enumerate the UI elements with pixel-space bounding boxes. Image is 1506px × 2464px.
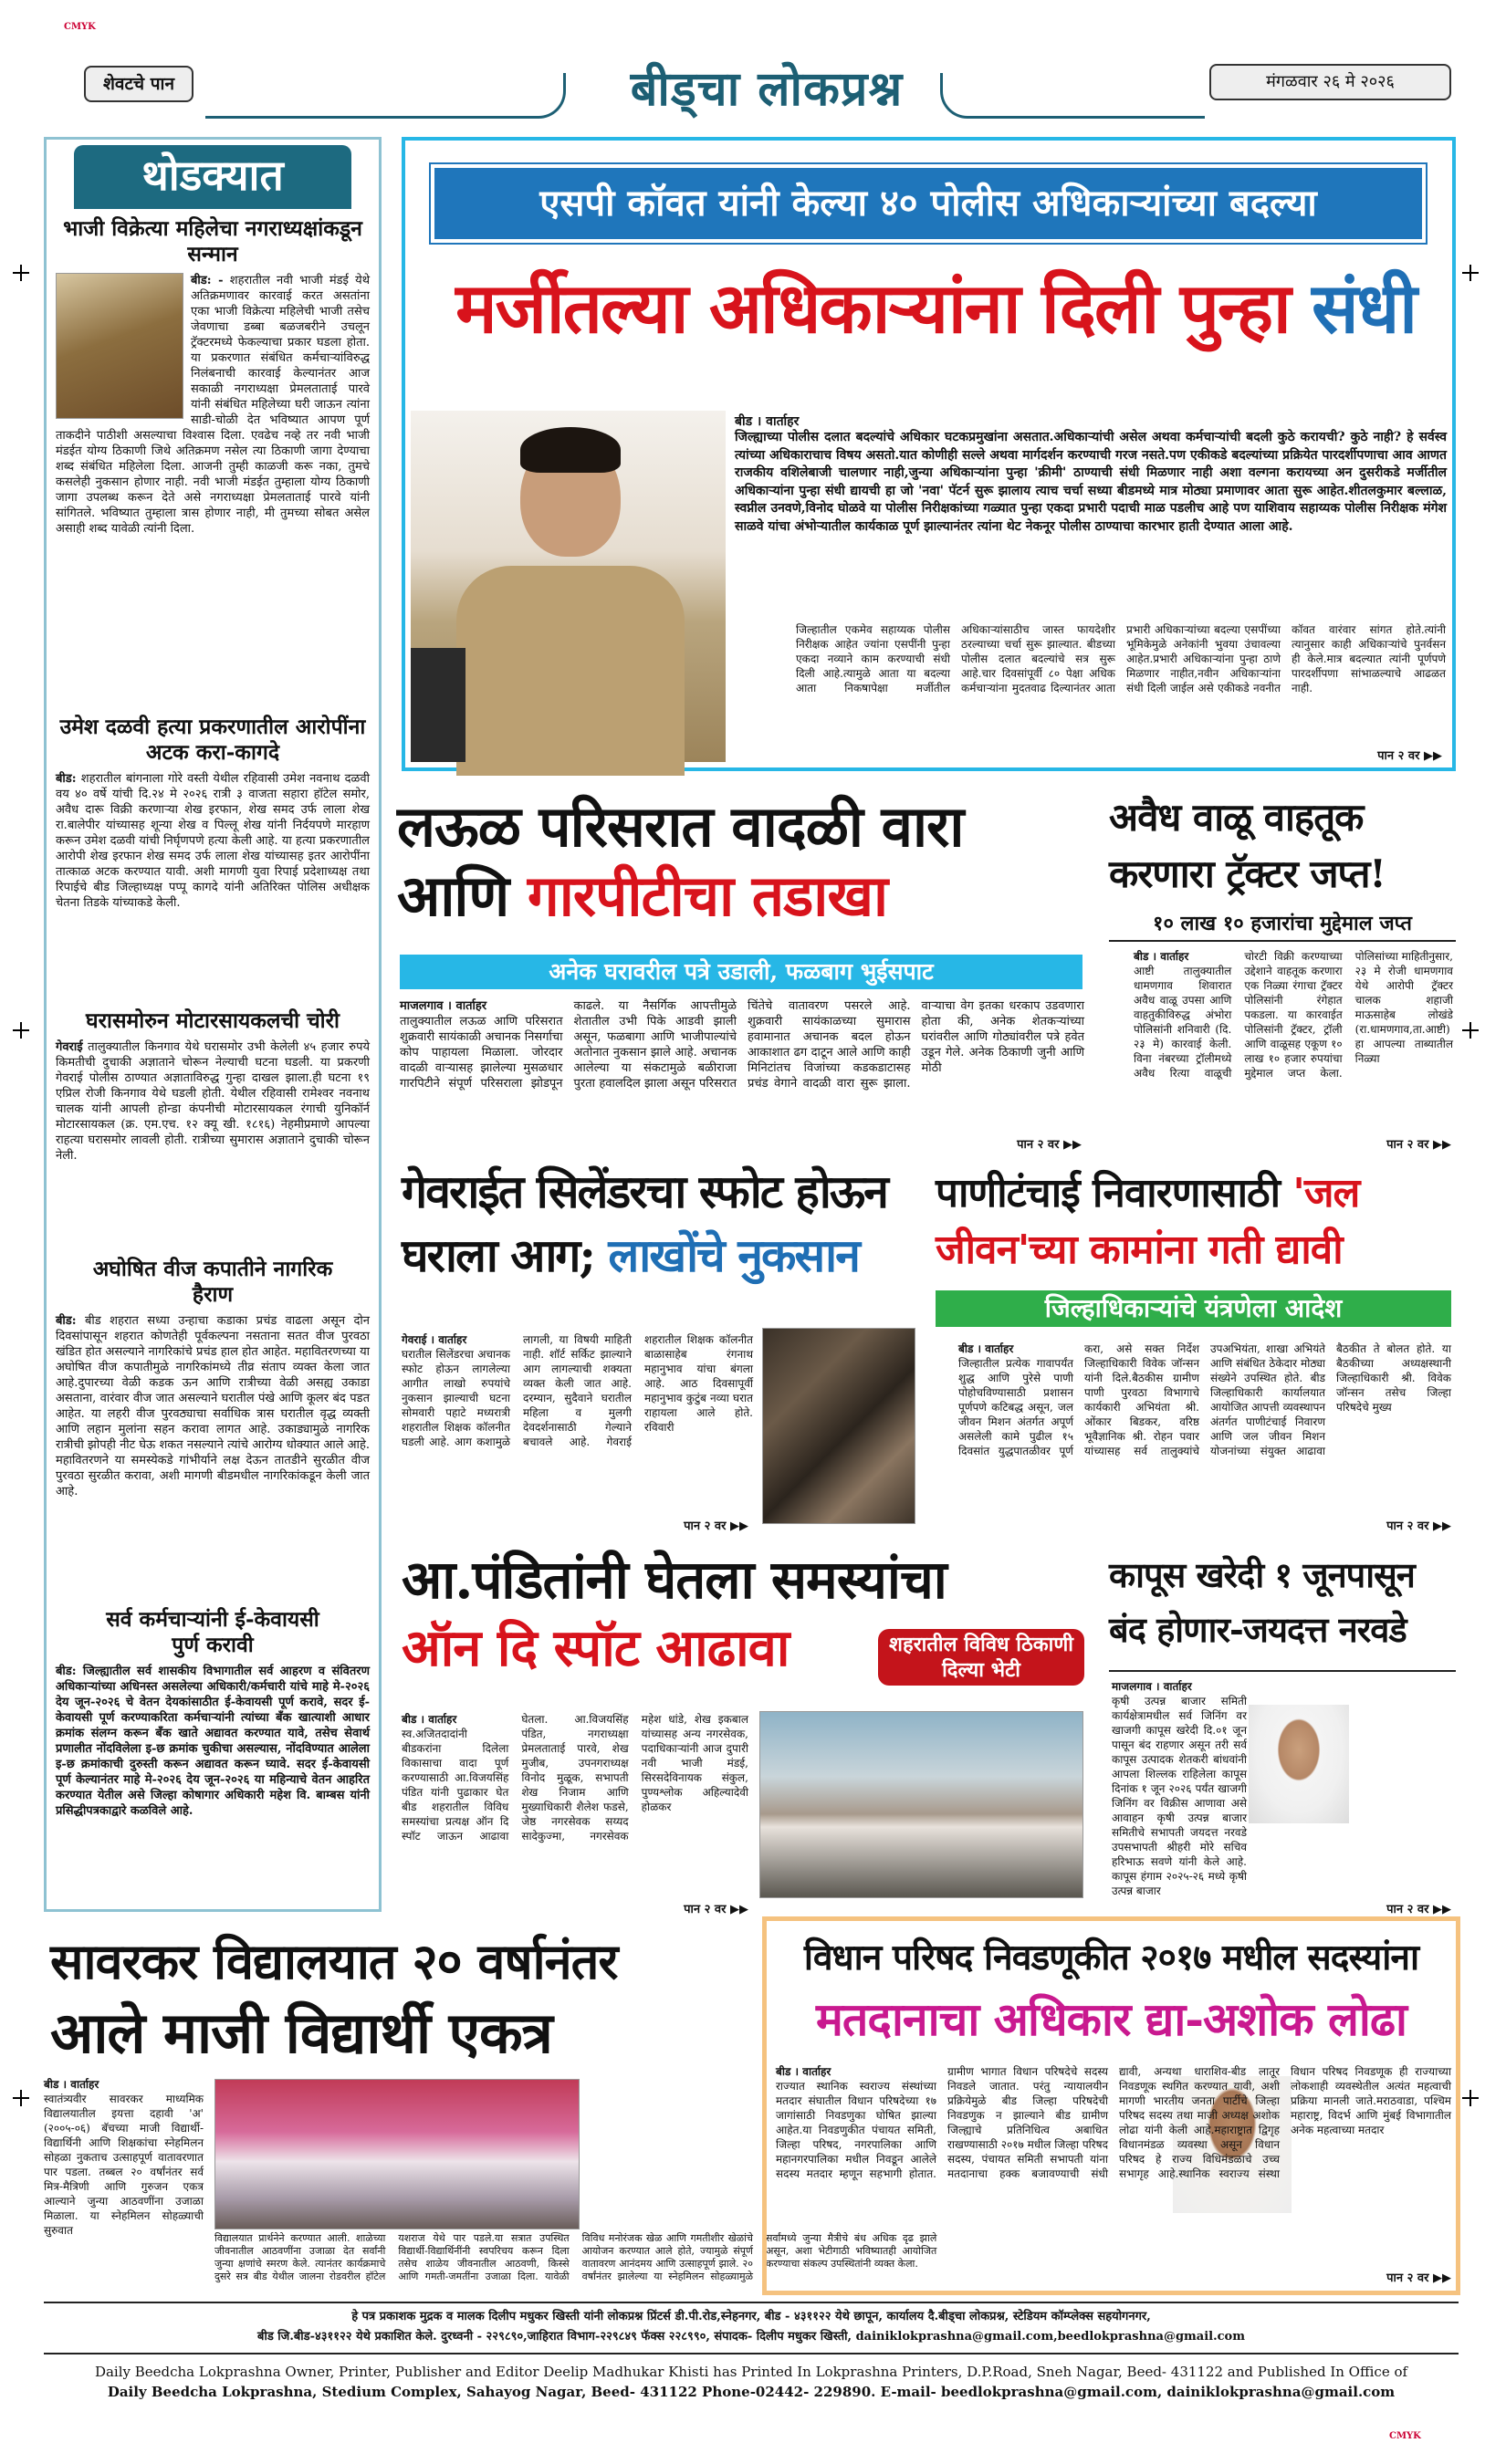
water-headline-a-plain: पाणीटंचाई निवारणासाठी — [936, 1170, 1281, 1216]
imprint-english-line-2: Daily Beedcha Lokprashna, Stedium Complex, Sahayog Nagar, Beed- 431122 Phone-02442- 229890. E-mail- beedlokprashna@gmail.com, dainiklokprashna@gmail.com — [107, 2384, 1396, 2400]
sidebar-byline: गेवराई — [56, 1040, 83, 1054]
pandit-headline-a: आ.पंडितांनी घेतला समस्यांचा — [402, 1549, 946, 1611]
sidebar-story-text: तालुक्यातील किनगाव येथे घरासमोर उभी केलेली ४५ हजार रुपये किमतीची दुचाकी अज्ञाताने चोरून नेल्याची घटना घडली. या प्रकरणी गेवराई पोलीस ठाण्यात अज्ञाताविरुद्ध गुन्हा दाखल झाला.ही घटना १९ एप्रिल रोजी किनगाव येथे घडली होती. येथील रहिवासी रामेश्वर नवनाथ चालक यांनी आपली होन्डा कंपनीची मोटारसायकल रंगाची युनिकॉर्न मोटारसायकल (क्र. एम.एच. १२ क्यू खी. १८१६) नेहमीप्रमाणे आपल्या राहत्या घरासमोर लावली होती. रात्रीच्या सुमारास अज्ञाताने दुचाकी चोरून नेली. — [56, 1040, 370, 1163]
pandit-text: स्व.अजितदादांनी बीडकरांना दिलेला विकासाचा वादा पूर्ण करण्यासाठी आ.विजयसिंह पंडित यांनी पुढाकार घेत बीड शहरातील विविध समस्यांचा प्रत्यक्ष ऑन दि स्पॉट जाऊन आढावा घेतला. आ.विजयसिंह पंडित, नगराध्यक्षा प्रेमलताताई पारवे, शेख मुजीब, उपनगराध्यक्ष विनोद मुळूक, सभापती शेख निजाम आणि मुख्याधिकारी शैलेश फडसे, जेष्ठ नगरसेवक सय्यद सादेकुज्मा, नगरसेवक महेश धांडे, शेख इकबाल यांच्यासह अन्य नगरसेवक, पदाधिकाऱ्यांनी आज दुपारी नवी भाजी मंडई, सिरसदेविनायक संकुल, पुण्यश्लोक अहिल्यादेवी होळकर — [402, 1713, 748, 1843]
storm-subhead: अनेक घरावरील पत्रे उडाली, फळबाग भुईसपाट — [400, 955, 1082, 989]
council-headline-b: मतदानाचा अधिकार द्या-अशोक लोढा — [816, 1992, 1407, 2046]
fire-damage-photo — [762, 1328, 915, 1524]
savarkar-headline-b: आले माजी विद्यार्थी एकत्र — [50, 1999, 552, 2066]
cotton-text: कृषी उत्पन्न बाजार समिती कार्यक्षेत्रामधील सर्व जिनिंग वर खाजगी कापूस खरेदी दि.०१ जून पासून बंद राहणार असून तरी सर्व कापूस उत्पादक शेतकरी बांधवांनी आपला शिल्लक राहिलेला कापूस दिनांक १ जून २०२६ पर्यंत खाजगी जिनिंग वर विक्रीस आणावा असे आवाहन कृषी उत्पन्न बाजार समितीचे सभापती जयदत्त नरवडे उपसभापती श्रीहरी मोरे सचिव हरिभाऊ सवणे यांनी केले आहे. कापूस हंगाम २०२५-२६ मध्ये कृषी उत्पन्न बाजार — [1112, 1695, 1247, 1897]
cylinder-continued-label: पान २ वर ▶▶ — [684, 1519, 748, 1533]
imprint-marathi-line-1: हे पत्र प्रकाशक मुद्रक व मालक दिलीप मधुकर खिस्ती यांनी लोकप्रश्न प्रिंटर्स डी.पी.रोड,स्नेहनगर, बीड - ४३११२२ येथे छापून, कार्यालय दै.बीड्चा लोकप्रश्न, स्टेडियम कॉम्प्लेक्स सहयोगनगर, — [351, 2310, 1151, 2323]
sidebar-byline: बीड: - — [191, 274, 224, 287]
sidebar-byline: बीड: — [56, 772, 77, 786]
sidebar-byline: बीड: — [56, 1314, 77, 1328]
water-subhead: जिल्हाधिकाऱ्यांचे यंत्रणेला आदेश — [936, 1290, 1451, 1327]
site-visit-photo — [759, 1711, 1083, 1898]
water-headline-a-accent: 'जल — [1292, 1170, 1360, 1216]
lead-headline — [424, 263, 1447, 354]
lead-byline: बीड । वार्ताहर — [735, 414, 800, 429]
sidebar-story-text: जिल्ह्यातील सर्व शासकीय विभागातील सर्व आहरण व संवितरण अधिकाऱ्यांच्या अधिनस्त असलेल्या अधिकारी/कर्मचारी यांचे माहे मे-२०२६ देय जून-२०२६ चे वेतन देयकांसाठीत ई-केवायसी पूर्ण करावे, सदर ई-केवायसी पूर्ण करण्याकरिता कर्मचाऱ्यांनी त्यांच्या बँक खात्याशी आधार क्रमांक संलग्न करून बँक खाते अद्यावत करण्यात यावे, तसेच सेवार्थ प्रणालीत नोंदविलेला इ-छ क्रमांक चुकीचा असल्यास, नोंदविण्यात आलेला इ-छ क्रमांकाची दुरुस्ती करून अद्यावत करून घ्यावे. सदर ई-केवायसी पूर्ण केल्यानंतर माहे मे-२०२६ देय जून-२०२६ या महिन्याचे वेतन आहरित करण्यात येतील असे जिल्हा कोषागार अधिकारी महेश वि. बाम्बस यांनी प्रसिद्धीपत्रकाद्वारे कळविले आहे. — [56, 1665, 370, 1818]
sidebar-story-title: घरासमोरुन मोटारसायकलची चोरी — [85, 1008, 340, 1033]
pandit-body — [402, 1712, 748, 1915]
tractor-subhead: १० लाख १० हजारांचा मुद्देमाल जप्त — [1153, 912, 1412, 935]
storm-headline-b — [397, 861, 1091, 931]
pandit-continued-label: पान २ वर ▶▶ — [684, 1903, 748, 1916]
last-page-label: शेवटचे पान — [84, 66, 193, 102]
cylinder-byline: गेवराई । वार्ताहर — [402, 1333, 467, 1346]
spacer — [936, 1334, 954, 1517]
cmyk-mark-bottom: CMYK — [1389, 2431, 1421, 2441]
lead-continued-label: पान २ वर ▶▶ — [1377, 749, 1442, 763]
police-officer-photo — [411, 411, 726, 762]
savarkar-body-a — [44, 2077, 204, 2292]
lead-body-text: जिल्हातील एकमेव सहाय्यक पोलीस निरीक्षक आहेत ज्यांना एसपींनी पुन्हा एकदा नव्याने काम करण्याची संधी दिली आहे.त्यामुळे आता या बदल्या आता निकषापेक्षा मर्जीतील अधिकाऱ्यांसाठीच जास्त फायदेशीर ठरल्याच्या चर्चा सुरू झाल्यात. बीडच्या पोलीस दलात बदल्यांचे सत्र सुरू आहे.चार दिवसांपूर्वी ८० पेक्षा अधिक कर्मचाऱ्यांना मुदतवाढ दिल्यानंतर आता प्रभारी अधिकाऱ्यांच्या बदल्या एसपींच्या भूमिकेमुळे अनेकांनी भुवया उंचावल्या आहेत.प्रभारी अधिकाऱ्यांना पुन्हा ठाणे मिळणार नाहीत,नवीन अधिकाऱ्यांना संधी दिली जाईल असे एकीकडे नवनीत कॉवत वारंवार सांगत होते.त्यांनी त्यानुसार काही अधिकाऱ्यांचे पुनर्वसन ही केले.मात्र बदल्यात त्यांनी पूर्णपणे पारदर्शीपणा सांभाळल्याचे आढळत नाही. — [796, 623, 1446, 694]
cylinder-body — [402, 1332, 753, 1531]
water-headline-a — [936, 1168, 1456, 1219]
registration-mark-icon — [1462, 265, 1479, 281]
cotton-continued-label: पान २ वर ▶▶ — [1386, 1903, 1451, 1916]
storm-continued-label: पान २ वर ▶▶ — [1017, 1138, 1082, 1152]
masthead-left-rule — [205, 73, 566, 119]
sidebar-story-text: शहरातील नवी भाजी मंडई येथे अतिक्रमणावर कारवाई करत असतांना एका भाजी विक्रेत्या महिलेची भाजी तसेच जेवणाचा डब्बा बळजबरीने उचलून ट्रॅक्टरमध्ये फेकल्याचा प्रकार घडला होता. या प्रकरणात संबंधित कर्मचाऱ्यांविरुद्ध निलंबनाची कारवाई केल्यानंतर आज सकाळी नगराध्यक्षा प्रेमलताताई पारवे यांनी संबंधित महिलेच्या घरी जाऊन त्यांना साडी-चोळी देत भविष्यात आपण पूर्ण ताकदीने पाठीशी असल्याचा विश्वास दिला. एवढेच नव्हे तर नवी भाजी मंडईत योग्य ठिकाणी जिथे अतिक्रमण नसेल त्या ठिकाणी जागा देण्याचा शब्द संबंधित महिलेला दिला. आजनी तुम्ही काळजी करू नका, तुमचे कसलेही नुकसान होणार नाही. नवी भाजी मंडईत तुम्हाला योग्य ठिकाणी जागा उपलब्ध करून देते असे नगराध्यक्षा प्रेमलताताई पारवे यांनी सांगितले. भविष्यात तुम्हाला त्रास होणार नाही, मी तुमच्या सोबत असेल असाही शब्द यावेळी त्यांनी दिला. — [56, 274, 370, 536]
storm-byline: माजलगाव । वार्ताहर — [400, 999, 487, 1013]
cylinder-headline-b — [402, 1227, 922, 1284]
tractor-text: आष्टी तालुक्यातील धामणगाव शिवारात अवैध वाळू उपसा आणि वाहतुकीविरुद्ध अंभोरा पोलिसांनी शनिवारी (दि. २३ मे) कारवाई केली. विना नंबरच्या ट्रॉलीमध्ये अवैध रित्या वाळूची चोरटी विक्री करण्याच्या उद्देशाने वाहतूक करणारा एक निळ्या रंगाचा ट्रॅक्टर पोलिसांनी रंगेहात पकडला. या कारवाईत पोलिसांनी ट्रॅक्टर, ट्रॉली आणि वाळूसह एकूण १० लाख १० हजार रुपयांचा मुद्देमाल जप्त केला. पोलिसांच्या माहितीनुसार, २३ मे रोजी धामणगाव येथे आरोपी ट्रॅक्टर चालक शहाजी माऊसाहेब लोखंडे (रा.धामणगाव,ता.आष्टी) हा आपल्या ताब्यातील निळ्या — [1134, 950, 1453, 1080]
cotton-divider — [1109, 1670, 1456, 1672]
portrait-hair-shape — [520, 427, 621, 473]
council-headline-a: विधान परिषद निवडणूकीत २०१७ मधील सदस्यांना — [803, 1937, 1419, 1979]
sidebar-story-text: बीड शहरात सध्या उन्हाचा कडाका प्रचंड वाढला असून दोन दिवसांपासून शहरात कोणतेही पूर्वकल्पना नसताना सतत वीज पुरवठा खंडित होत असल्याने नागरिकांचे प्रचंड हाल होत आहेत. महावितरणच्या या अघोषित वीज कपातीमुळे नागरिकांमध्ये तीव्र संताप व्यक्त केला जात आहे.दुपारच्या वेळी कडक ऊन आणि रात्रीच्या वेळी असह्य उकाडा असताना, वारंवार वीज जात असल्याने घरातील पंखे आणि कूलर बंद पडत आहेत. या लहरी वीज पुरवठ्याचा सर्वाधिक त्रास घरातील वृद्ध व्यक्ती आणि लहान मुलांना सहन करावा लागत आहे. उकाड्यामुळे नागरिक रात्रीची झोपही नीट घेऊ शकत नसल्याने त्यांचे आरोग्य धोक्यात आले आहे. महावितरणने या समस्येकडे गांभीर्याने लक्ष देऊन तातडीने सुरळीत वीज पुरवठा सुरळीत करावा, अशी मागणी बीडमधील नागरिकांकडून केली जात आहे. — [56, 1314, 370, 1498]
registration-mark-icon — [1462, 2090, 1479, 2106]
lead-banner: एसपी कॉवत यांनी केल्या ४० पोलीस अधिकाऱ्यांच्या बदल्या — [431, 164, 1426, 243]
tractor-headline-b: करणारा ट्रॅक्टर जप्त! — [1109, 851, 1386, 896]
pandit-byline: बीड । वार्ताहर — [402, 1713, 457, 1726]
alumni-group-photo — [214, 2079, 580, 2229]
cylinder-text: घरातील सिलेंडरचा अचानक स्फोट होऊन लागलेल्या आगीत लाखो रुपयांचे नुकसान झाल्याची घटना सोमवारी पहाटे मध्यरात्री शहरातील शिक्षक कॉलनीत घडली आहे. आग कशामुळे लागली, या विषयी माहिती नाही. शॉर्ट सर्किट झाल्याने आग लागल्याची शक्यता व्यक्त केली जात आहे. दरम्यान, सुदैवाने घरातील महिला व मुलगी देवदर्शनासाठी गेल्याने बचावले आहे. गेवराई शहरातील शिक्षक कॉलनीत बाळासाहेब रंगनाथ महानुभाव यांचा बंगला आहे. आठ दिवसापूर्वी महानुभाव कुटुंब नव्या घरात राहायला आले होते. रविवारी — [402, 1333, 753, 1448]
imprint-top-rule — [44, 2302, 1459, 2303]
council-continued-label: पान २ वर ▶▶ — [1386, 2271, 1451, 2285]
water-text: जिल्हातील प्रत्येक गावापर्यंत शुद्ध आणि पुरेसे पाणी पोहोचविण्यासाठी प्रशासन पूर्णपणे कटिबद्ध असून, जल जीवन मिशन अंतर्गत अपूर्ण असलेली कामे पुढील १५ दिवसांत युद्धपातळीवर पूर्ण करा, असे सक्त निर्देश जिल्हाधिकारी विवेक जॉन्सन यांनी दिले.बैठकीस ग्रामीण पाणी पुरवठा विभागाचे कार्यकारी अभियंता श्री. ओंकार बिडकर, वरिष्ठ भूवैज्ञानिक श्री. रोहन पवार यांच्यासह सर्व तालुक्यांचे उपअभियंता, शाखा अभियंते आणि संबंधित ठेकेदार मोठ्या संख्येने उपस्थित होते. बीड जिल्हाधिकारी कार्यालयात आयोजित आपत्ती व्यवस्थापन अंतर्गत पाणीटंचाई निवारण आणि जल जीवन मिशन योजनांच्या संयुक्त आढावा बैठकीत ते बोलत होते. या बैठकीच्या अध्यक्षस्थानी जिल्हाधिकारी श्री. विवेक जॉन्सन तसेच जिल्हा परिषदेचे मुख्य — [958, 1342, 1451, 1457]
lead-headline-main: मर्जीतल्या अधिकाऱ्यांना दिली पुन्हा — [455, 267, 1290, 349]
storm-headline-b-accent: गारपीटीचा तडाखा — [527, 862, 888, 929]
sidebar-story-title: सर्व कर्मचाऱ्यांनी ई-केवायसी पुर्ण करावी — [106, 1607, 319, 1657]
sidebar-story-title: भाजी विक्रेत्या महिलेचा नगराध्यक्षांकडून सन्मान — [63, 216, 362, 266]
registration-mark-icon — [13, 1022, 29, 1039]
lead-intro-text: जिल्ह्याच्या पोलीस दलात बदल्यांचे अधिकार घटकप्रमुखांना असतात.अधिकाऱ्यांची असेल अथवा कर्मचाऱ्यांची बदली कुठे करायची? कुठे नाही? हे सर्वस्व त्यांच्या अधिकाराचाच विषय असतो.यात कोणीही सल्ले अथवा मार्गदर्शन करण्याची गरज नसते.पण एकीकडे बदल्यांच्या प्रक्रियेत पारदर्शीपणाचा आव आणत राजकीय वशिलेबाजी चालणार नाही,जुन्या अधिकाऱ्यांना पुन्हा 'क्रीमी' ठाण्याची संधी मिळणार नाही अशा वल्गना करायच्या अन दुसरीकडे मर्जीतील अधिकाऱ्यांना पुन्हा संधी द्यायची हा जो 'नवा' पॅटर्न सुरू झालाय त्याच चर्चा सध्या बीडमध्ये मात्र मोठ्या प्रमाणावर आता सुरू आहेत.शीतलकुमार बल्लाळ, स्वप्नील उनवणे,विनोद घोळवे या पोलीस निरीक्षकांच्या गळ्यात पुन्हा एकदा प्रभारी पदाची माळ पडलीच आहे पण याशिवाय सहाय्यक पोलीस निरीक्षक मंगेश साळवे यांचा अंभोऱ्यातील कार्यकाळ पूर्ण झाल्यानंतर त्यांना थेट नेकनूर पोलीस ठाण्याचा कारभार हाती देण्यात आला आहे. — [735, 430, 1447, 534]
water-byline: बीड । वार्ताहर — [958, 1342, 1014, 1355]
portrait-chair-shape — [411, 648, 465, 762]
cylinder-headline-a: गेवराईत सिलेंडरचा स्फोट होऊन — [402, 1164, 887, 1218]
vegetable-vendor-photo — [56, 273, 183, 419]
storm-text: तालुक्यातील लऊळ आणि परिसरात शुक्रवारी सायंकाळी अचानक निसर्गाचा कोप पाहायला मिळाला. जोरदार वादळी वाऱ्यासह झालेल्या मुसळधार गारपिटीने संपूर्ण परिसराला झोडपून काढले. या नैसर्गिक आपत्तीमुळे शेतातील उभी पिके आडवी झाली असून, फळबागा आणि भाजीपाल्यांचे अतोनात नुकसान झाले आहे. अचानक आलेल्या या संकटामुळे बळीराजा पुरता हवालदिल झाला असून परिसरात चिंतेचे वातावरण पसरले आहे. शुक्रवारी सायंकाळच्या सुमारास हवामानात अचानक बदल होऊन आकाशात ढग दाटून आले आणि काही मिनिटांतच विजांच्या कडकडाटासह प्रचंड वेगाने वादळी वारा सुरू झाला. वाऱ्याचा वेग इतका धरकाप उडवणारा होता की, अनेक शेतकऱ्यांच्या घरांवरील आणि गोठ्यांवरील पत्रे हवेत उडून गेले. अनेक ठिकाणी जुनी आणि मोठी — [400, 999, 1084, 1091]
cotton-headline-b: बंद होणार-जयदत्त नरवडे — [1109, 1609, 1407, 1650]
council-text: राज्यात स्थानिक स्वराज्य संस्थांच्या मतदार संघातील विधान परिषदेच्या १७ जागांसाठी निवडणुका घोषित झाल्या आहेत.या निवडणुकीत पंचायत समिती, जिल्हा परिषद, नगरपालिका आणि महानगरपालिका मधील निवडून आलेले सदस्य मतदार म्हणून सहभागी होतात. ग्रामीण भागात विधान परिषदेचे सदस्य निवडले जातात. परंतु न्यायालयीन प्रक्रियेमुळे बीड जिल्हा परिषदेची निवडणुक न झाल्याने बीड ग्रामीण जिल्ह्याचे प्रतिनिधित्व अबाधित राखण्यासाठी २०१७ मधील जिल्हा परिषद सदस्य, पंचायत समिती सभापती यांना मतदानाचा हक्क बजावण्याची संधी द्यावी, अन्यथा धाराशिव-बीड लातूर निवडणूक स्थगित करण्यात यावी, अशी मागणी भारतीय जनता पार्टीचे जिल्हा परिषद सदस्य तथा माजी अध्यक्ष अशोक लोढा यांनी केली आहे.महाराष्ट्रात द्विगृह विधानमंडळ व्यवस्था असून विधान परिषद हे राज्य विधिमंडळाचे उच्च सभागृह आहे.स्थानिक स्वराज्य संस्था विधान परिषद निवडणूक ही राज्याच्या लोकशाही व्यवस्थेतील अत्यंत महत्वाची प्रक्रिया मानली जाते.मराठवाडा, पश्चिम महाराष्ट्र, विदर्भ आणि मुंबई विभागातील अनेक महत्वाच्या मतदार — [776, 2065, 1451, 2180]
sidebar — [44, 137, 382, 1912]
registration-mark-icon — [1462, 1022, 1479, 1039]
savarkar-text-a: स्वातंत्र्यवीर सावरकर माध्यमिक विद्यालयातील इयत्ता दहावी 'अ' (२००५-०६) बॅचच्या माजी विद्यार्थी-विद्यार्थिनी आणि शिक्षकांचा स्नेहमिलन सोहळा नुकताच उत्साहपूर्ण वातावरणात पार पडला. तब्बल २० वर्षांनंतर सर्व मित्र-मैत्रिणी आणि गुरुजन एकत्र आल्याने जुन्या आठवणींना उजाळा मिळाला. या स्नेहमिलन सोहळ्याची सुरुवात — [44, 2093, 204, 2237]
imprint-english-line-1: Daily Beedcha Lokprashna Owner, Printer, Publisher and Editor Deelip Madhukar Khisti has Printed In Lokprashna Printers, D.P.Road, Sneh Nagar, Beed- 431122 and Published In Office of — [94, 2364, 1408, 2380]
masthead-title: बीड्चा लोकप्रश्न — [630, 61, 904, 117]
cotton-official-photo — [1249, 1705, 1349, 1823]
cmyk-mark-top: CMYK — [64, 22, 96, 32]
portrait-uniform-shape — [456, 566, 685, 776]
cylinder-headline-b-plain: घराला आग; — [402, 1228, 594, 1282]
cotton-byline: माजलगाव । वार्ताहर — [1112, 1680, 1192, 1693]
savarkar-headline-a: सावरकर विद्यालयात २० वर्षानंतर — [50, 1932, 618, 1990]
sidebar-byline: बीड: — [56, 1665, 77, 1678]
pandit-badge: शहरातील विविध ठिकाणी दिल्या भेटी — [878, 1629, 1084, 1686]
registration-mark-icon — [13, 2090, 29, 2106]
sidebar-heading: थोडक्यात — [74, 145, 351, 209]
masthead-date: मंगळवार २६ मे २०२६ — [1209, 64, 1451, 100]
savarkar-body-b: विद्यालयात प्रार्थनेने करण्यात आली. शाळेच्या जीवनातील आठवणींना उजाळा देत सर्वांनी जुन्या क्षणांचे स्मरण केले. त्यानंतर कार्यक्रमाचे दुसरे सत्र बीड येथील जालना रोडवरील हॉटेल यशराज येथे पार पडले.या सत्रात उपस्थित विद्यार्थी-विद्यार्थिनींनी स्वपरिचय करून दिला तसेच शाळेय जीवनातील आठवणी, किस्से आणि गमती-जमतींना उजाळा दिला. यावेळी विविध मनोरंजक खेळ आणि गमतीशीर खेळांचे आयोजन करण्यात आले होते, ज्यामुळे संपूर्ण वातावरण आनंदमय आणि उत्साहपूर्ण झाले. २० वर्षांनंतर झालेल्या या स्नेहमिलन सोहळ्यामुळे सर्वांमध्ये जुन्या मैत्रीचे बंध अधिक दृढ झाले असून, अशा भेटीगाठी भविष्यातही आयोजित करण्याचा संकल्प उपस्थितांनी व्यक्त केला. — [214, 2232, 937, 2282]
sidebar-story-text: शहरातील बांगनाला गोरे वस्ती येथील रहिवासी उमेश नवनाथ दळवी वय ४० वर्षे यांची दि.२४ मे २०२६ रात्री ३ वाजता सहारा हॉटेल समोर, अवैध दारू विक्री करणाऱ्या शेख इरफान, शेख समद उर्फ लाला शेख रा.बालेपीर यांच्यासह शून्या शेख व पिल्लू शेख यांनी निर्दयपणे मारहाण करून उमेश दळवी यांची निर्घृणपणे हत्या केली आहे. या हत्या प्रकरणातील आरोपी शेख इरफान शेख समद उर्फ लाला शेख यांच्यासह इतर आरोपींना तात्काळ अटक करण्यात यावी. अशी मागणी युवा रिपाई प्रदेशाध्यक्ष तथा रिपाईचे बीड जिल्हाध्यक्ष पप्पू कागदे यांनी अतिरिक्त पोलिस अधीक्षक चेतना तिडके यांच्याकडे केली. — [56, 772, 370, 910]
cotton-body-col1 — [1112, 1679, 1247, 1898]
water-body — [958, 1342, 1451, 1513]
registration-mark-icon — [13, 265, 29, 281]
tractor-headline-a: अवैध वाळू वाहतूक — [1109, 795, 1364, 840]
imprint-marathi-line-2: बीड जि.बीड-४३११२२ येथे प्रकाशित केले. दुरध्वनी - २२९८९०,जाहिरात विभाग-२२९८४९ फॅक्स २२८९९०, संपादक- दिलीप मधुकर खिस्ती, dainiklokprashna@gmail.com,beedlokprashna@gmail.com — [257, 2330, 1245, 2344]
savarkar-byline: बीड । वार्ताहर — [44, 2078, 99, 2091]
tractor-divider — [1109, 940, 1456, 942]
storm-body — [400, 998, 1084, 1152]
tractor-body — [1134, 949, 1453, 1137]
water-continued-label: पान २ वर ▶▶ — [1386, 1519, 1451, 1533]
storm-headline-b-plain: आणि — [397, 862, 509, 929]
masthead-right-rule — [940, 73, 1205, 119]
council-body — [776, 2064, 1451, 2271]
council-byline: बीड । वार्ताहर — [776, 2065, 831, 2078]
tractor-byline: बीड । वार्ताहर — [1134, 950, 1189, 963]
water-headline-b: जीवन'च्या कामांना गती द्यावी — [936, 1227, 1343, 1273]
cylinder-headline-b-accent: लाखोंचे नुकसान — [608, 1228, 859, 1282]
cotton-headline-a: कापूस खरेदी १ जूनपासून — [1109, 1554, 1415, 1595]
lead-headline-accent: संधी — [1312, 267, 1416, 349]
tractor-continued-label: पान २ वर ▶▶ — [1386, 1138, 1451, 1152]
imprint-mid-rule — [44, 2353, 1459, 2354]
sidebar-story-title: अघोषित वीज कपातीने नागरिक हैराण — [92, 1257, 333, 1307]
storm-headline-a: लऊळ परिसरात वादळी वारा — [397, 793, 964, 860]
sidebar-story-title: उमेश दळवी हत्या प्रकरणातील आरोपींना अटक करा-कागदे — [59, 715, 366, 765]
pandit-headline-b: ऑन दि स्पॉट आढावा — [402, 1618, 790, 1678]
